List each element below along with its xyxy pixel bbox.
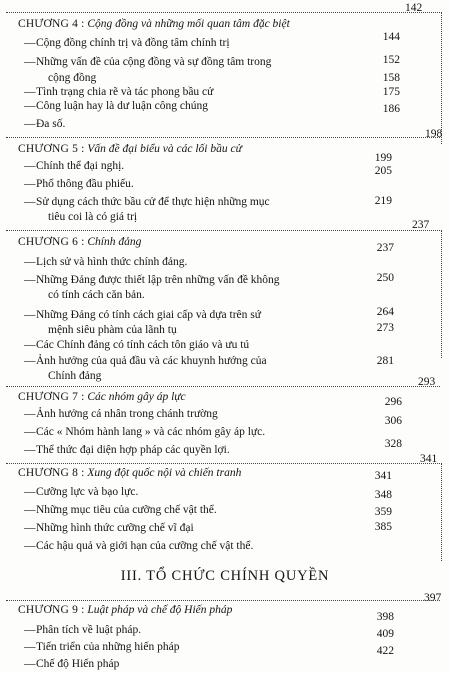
section-rule xyxy=(6,12,440,13)
toc-entry: —Những Đảng có tính cách giai cấp và dựa trên sứ xyxy=(24,309,261,321)
toc-entry: —Những vấn đề của cộng đồng và sự đồng tâm trong xyxy=(24,56,272,68)
entry-continuation: có tính cách căn bản. xyxy=(48,289,145,301)
chapter-label: CHƯƠNG 7 : xyxy=(18,391,85,403)
entry-page: 398 xyxy=(376,611,394,623)
entry-text: Các hậu quả và giới hạn của cưỡng chế vật thể. xyxy=(36,540,254,552)
chapter-name: Luật pháp và chế độ Hiến pháp xyxy=(87,604,233,616)
toc-entry: —Cưỡng lực và bạo lực. xyxy=(24,486,139,498)
entry-continuation: mệnh siêu phàm của lãnh tụ xyxy=(48,324,177,336)
entry-page: 341 xyxy=(374,470,392,482)
entry-page: 264 xyxy=(376,306,394,318)
entry-text: Phổ thông đầu phiếu. xyxy=(36,178,134,190)
toc-entry: —Đa số. xyxy=(24,118,66,130)
toc-entry: —Cộng đồng chính trị và đồng tâm chính trị xyxy=(24,37,230,49)
entry-text: Những hình thức cưỡng chế vĩ đại xyxy=(36,522,194,534)
entry-page: 328 xyxy=(384,438,402,450)
chapter-name: Các nhóm gây áp lực xyxy=(87,391,186,403)
entry-page: 250 xyxy=(376,272,394,284)
toc-entry: —Phổ thông đầu phiếu. xyxy=(24,178,134,190)
entry-page: 199 xyxy=(374,152,392,164)
chapter-name: Vấn đề đại biểu và các lối bầu cử xyxy=(87,143,242,155)
entry-text: Chính thể đại nghị. xyxy=(36,160,125,172)
entry-page: 385 xyxy=(374,521,392,533)
chapter-name: Cộng đồng và những mối quan tâm đặc biệt xyxy=(87,18,290,30)
chapter-page: 397 xyxy=(424,592,442,604)
section-rule-right xyxy=(441,12,442,144)
entry-page: 306 xyxy=(384,415,402,427)
entry-text: Đa số. xyxy=(36,118,66,130)
entry-text: Chế độ Hiến pháp xyxy=(36,658,120,670)
toc-entry: —Các Chính đảng có tính cách tôn giáo và ưu tú xyxy=(24,339,250,351)
entry-page: 422 xyxy=(376,645,394,657)
toc-entry: —Công luận hay là dư luận công chúng xyxy=(24,100,208,112)
entry-text: Ảnh hưởng cá nhân trong chánh trường xyxy=(36,408,218,420)
entry-page: 186 xyxy=(382,103,400,115)
entry-text: Những Đảng được thiết lập trên những vấn đề không xyxy=(36,274,280,286)
toc-entry: —Thể thức đại diện hợp pháp các quyền lợi. xyxy=(24,444,230,456)
entry-continuation: tiêu coi là có giá trị xyxy=(48,211,138,223)
entry-text: Thể thức đại diện hợp pháp các quyền lợi. xyxy=(36,444,230,456)
toc-entry: —Các hậu quả và giới hạn của cưỡng chế vật thể. xyxy=(24,540,254,552)
entry-text: Ảnh hưởng của quả đầu và các khuynh hướng của xyxy=(36,355,267,367)
entry-continuation: Chính đảng xyxy=(48,370,102,382)
toc-entry: —Lịch sử và hình thức chính đảng. xyxy=(24,256,188,268)
chapter-name: Xung đột quốc nội và chiến tranh xyxy=(87,467,242,479)
page-number-142: 142 xyxy=(405,2,423,14)
section-rule xyxy=(6,137,440,138)
entry-page: 158 xyxy=(382,72,400,84)
chapter-5-title xyxy=(18,143,242,155)
toc-entry: —Tình trạng chia rẽ và tác phong bầu cử xyxy=(24,86,214,98)
entry-page: 281 xyxy=(376,355,394,367)
entry-text: Những vấn đề của cộng đồng và sự đồng tâm trong xyxy=(36,56,272,68)
entry-page: 205 xyxy=(374,165,392,177)
section-rule xyxy=(6,463,440,464)
entry-page: 359 xyxy=(374,506,392,518)
chapter-name: Chính đảng xyxy=(87,236,142,248)
chapter-label: CHƯƠNG 5 : xyxy=(18,143,85,155)
chapter-6-title xyxy=(18,236,141,248)
entry-text: Công luận hay là dư luận công chúng xyxy=(36,100,208,112)
toc-entry: —Chính thể đại nghị. xyxy=(24,160,125,172)
toc-entry: —Những Đảng được thiết lập trên những vấn đề không xyxy=(24,274,280,286)
entry-page: 175 xyxy=(382,86,400,98)
toc-entry: —Những mục tiêu của cưỡng chế vật thể. xyxy=(24,504,217,516)
chapter-4-title xyxy=(18,18,290,30)
toc-entry: —Ảnh hưởng của quả đầu và các khuynh hướng của xyxy=(24,355,267,367)
entry-page: 273 xyxy=(376,322,394,334)
chapter-label: CHƯƠNG 4 : xyxy=(18,18,85,30)
toc-entry: —Phân tích về luật pháp. xyxy=(24,624,142,636)
entry-page: 219 xyxy=(374,195,392,207)
toc-entry: —Ảnh hưởng cá nhân trong chánh trường xyxy=(24,408,218,420)
chapter-label: CHƯƠNG 6 : xyxy=(18,236,85,248)
chapter-page: 341 xyxy=(420,453,438,465)
section-rule xyxy=(6,600,440,601)
entry-text: Những Đảng có tính cách giai cấp và dựa trên sứ xyxy=(36,309,261,321)
entry-page: 409 xyxy=(376,628,394,640)
entry-page: 237 xyxy=(376,242,394,254)
entry-text: Tiến triển của những hiến pháp xyxy=(36,641,180,653)
section-rule-right xyxy=(441,230,442,358)
chapter-label: CHƯƠNG 9 : xyxy=(18,604,85,616)
entry-text: Tình trạng chia rẽ và tác phong bầu cử xyxy=(36,86,214,98)
toc-entry: —Những hình thức cưỡng chế vĩ đại xyxy=(24,522,194,534)
entry-text: Lịch sử và hình thức chính đảng. xyxy=(36,256,188,268)
chapter-label: CHƯƠNG 8 : xyxy=(18,467,85,479)
entry-text: Các Chính đảng có tính cách tôn giáo và ưu tú xyxy=(36,339,250,351)
chapter-page: 293 xyxy=(418,376,436,388)
entry-text: Cộng đồng chính trị và đồng tâm chính trị xyxy=(36,37,230,49)
entry-page: 348 xyxy=(374,489,392,501)
toc-entry: —Sử dụng cách thức bầu cử để thực hiện những mục xyxy=(24,196,270,208)
toc-entry: —Tiến triển của những hiến pháp xyxy=(24,641,180,653)
chapter-9-title xyxy=(18,604,232,616)
entry-text: Những mục tiêu của cưỡng chế vật thể. xyxy=(36,504,217,516)
section-rule xyxy=(6,230,440,231)
entry-text: Cưỡng lực và bạo lực. xyxy=(36,486,139,498)
entry-continuation: cộng đồng xyxy=(48,72,97,84)
entry-text: Sử dụng cách thức bầu cử để thực hiện những mục xyxy=(36,196,270,208)
toc-entry: —Chế độ Hiến pháp xyxy=(24,658,120,670)
section-rule xyxy=(6,386,440,387)
entry-page: 152 xyxy=(382,54,400,66)
toc-entry: —Các « Nhóm hành lang » và các nhóm gây áp lực. xyxy=(24,426,266,438)
chapter-7-title xyxy=(18,391,186,403)
entry-page: 296 xyxy=(384,396,402,408)
entry-text: Phân tích về luật pháp. xyxy=(36,624,142,636)
section-rule-right xyxy=(441,463,442,561)
chapter-page: 198 xyxy=(425,128,443,140)
chapter-8-title xyxy=(18,467,241,479)
entry-page: 144 xyxy=(382,31,400,43)
entry-text: Các « Nhóm hành lang » và các nhóm gây áp lực. xyxy=(36,426,266,438)
chapter-page: 237 xyxy=(412,219,430,231)
part-title: III. TỔ CHỨC CHÍNH QUYỀN xyxy=(120,568,330,584)
